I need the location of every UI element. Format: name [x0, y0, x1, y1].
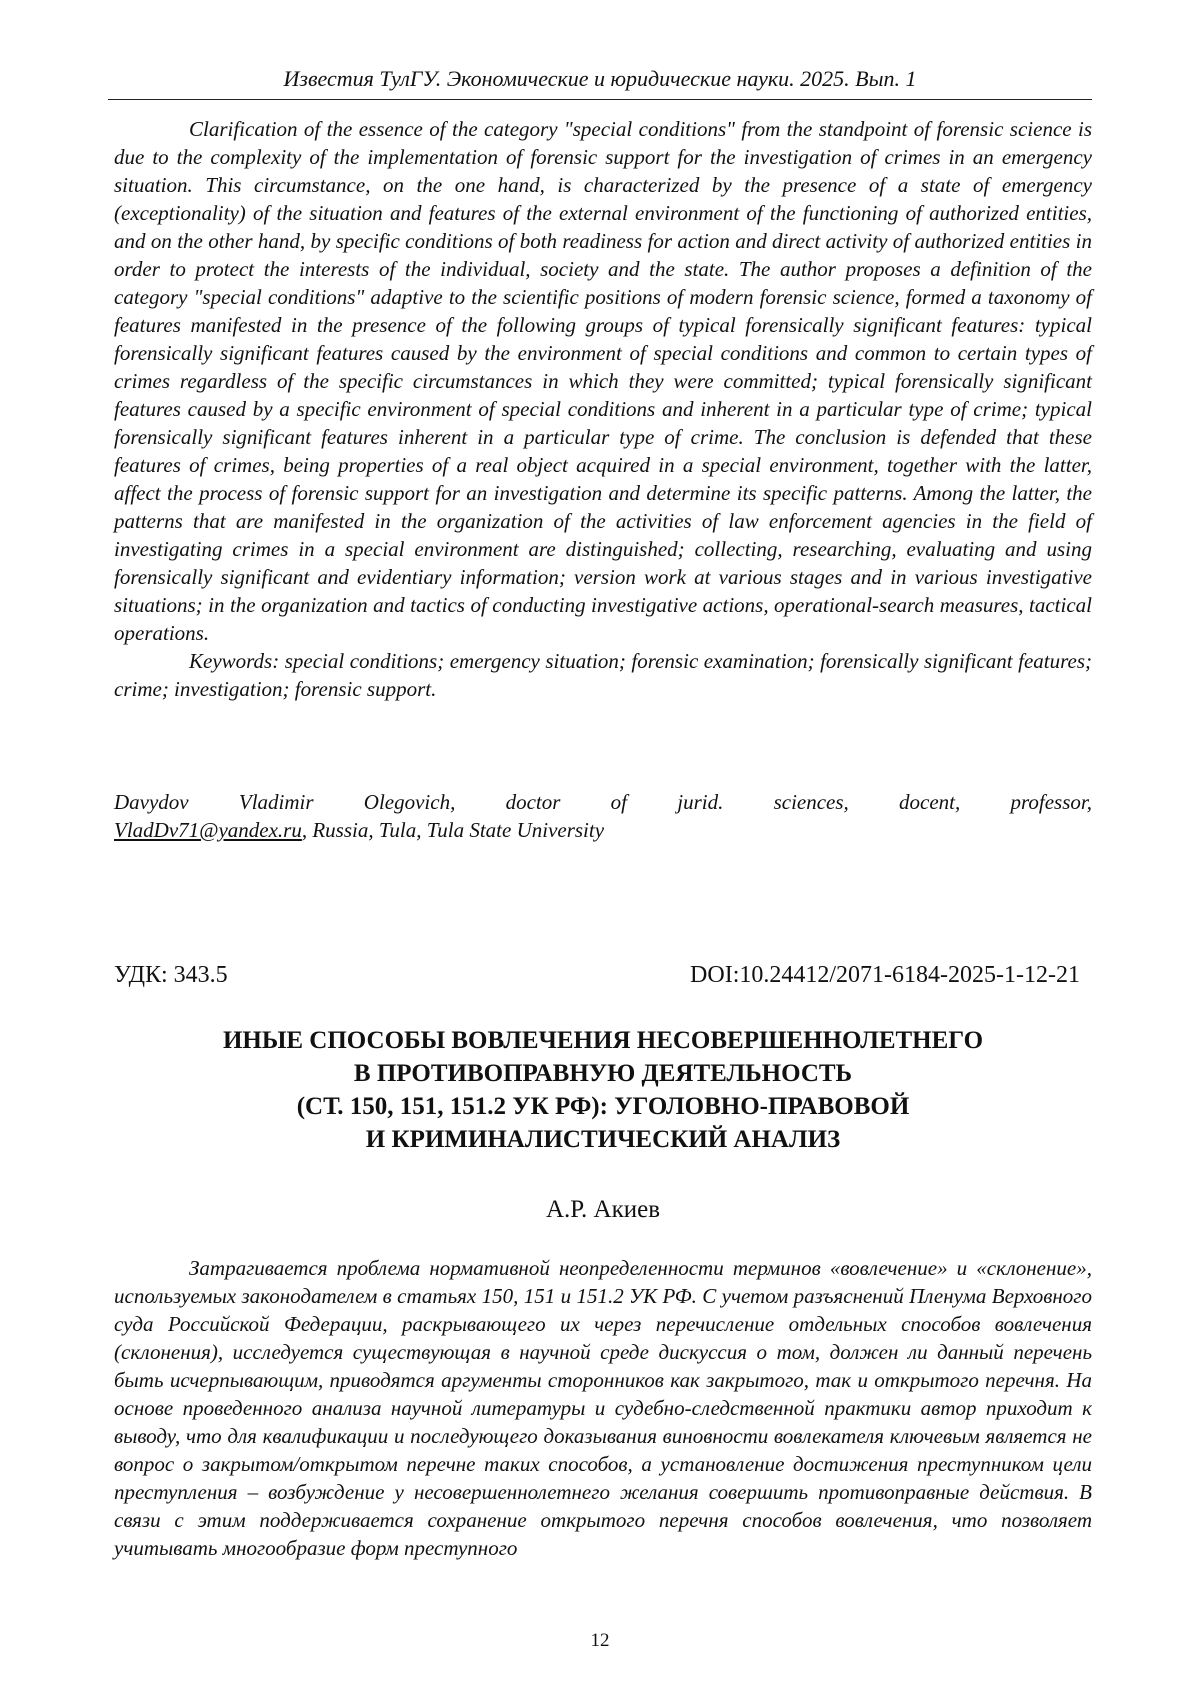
header-rule [108, 99, 1092, 100]
author-affiliation: , Russia, Tula, Tula State University [301, 818, 605, 842]
article-title-line: ИНЫЕ СПОСОБЫ ВОВЛЕЧЕНИЯ НЕСОВЕРШЕННОЛЕТНЕГО [222, 1027, 984, 1054]
author-email-link[interactable]: VladDv71@yandex.ru [114, 818, 302, 842]
abstract-russian: Затрагивается проблема нормативной неопределенности терминов «вовлечение» и «склонение», используемых законодателем в статьях 150, 151 и 151.2 УК РФ. С учетом разъяснений Пленума Верховного суда Российской Федерации, раскрывающего их через перечисление отдельных способов вовлечения (склонения), исследуется существующая в научной среде дискуссия о том, должен ли данный перечень быть исчерпывающим, приводятся аргументы сторонников как закрытого, так и открытого перечня. На основе проведенного анализа научной литературы и судебно-следственной практики автор приходит к выводу, что для квалификации и последующего доказывания виновности вовлекателя ключевым является не вопрос о закрытом/открытом перечне таких способов, а установление достижения преступником цели преступления – возбуждение у несовершеннолетнего желания совершить противоправные действия. В связи с этим поддерживается сохранение открытого перечня способов вовлечения, что позволяет учитывать многообразие форм преступного [114, 1256, 1092, 1560]
doi-code: DOI:10.24412/2071-6184-2025-1-12-21 [690, 962, 1080, 988]
article-title [114, 1024, 1092, 1156]
abstract-english [114, 115, 1092, 703]
udk-doi-row [114, 962, 1080, 989]
article-title-line: И КРИМИНАЛИСТИЧЕСКИЙ АНАЛИЗ [365, 1126, 841, 1153]
journal-header: Известия ТулГУ. Экономические и юридические науки. 2025. Вып. 1 [283, 66, 917, 91]
keywords-english: Keywords: special conditions; emergency situation; forensic examination; forensically significant features; crime; investigation; forensic support. [114, 649, 1092, 701]
author-info-english [114, 788, 1092, 844]
udk-code: УДК: 343.5 [114, 962, 228, 988]
abstract-english-text: Clarification of the essence of the category "special conditions" from the standpoint of forensic science is due to the complexity of the implementation of forensic support for the investigation of crimes in an emergency situation. This circumstance, on the one hand, is characterized by the presence of a state of emergency (exceptionality) of the situation and features of the external environment of the functioning of authorized entities, and on the other hand, by specific conditions of both readiness for action and direct activity of authorized entities in order to protect the interests of the individual, society and the state. The author proposes a definition of the category "special conditions" adaptive to the scientific positions of modern forensic science, formed a taxonomy of features manifested in the presence of the following groups of typical forensically significant features: typical forensically significant features caused by the environment of special conditions and common to certain types of crimes regardless of the specific circumstances in which they were committed; typical forensically significant features caused by a specific environment of special conditions and inherent in a particular type of crime; typical forensically significant features inherent in a particular type of crime. The conclusion is defended that these features of crimes, being properties of a real object acquired in a special environment, together with the latter, affect the process of forensic support for an investigation and determine its specific patterns. Among the latter, the patterns that are manifested in the organization of the activities of law enforcement agencies in the field of investigating crimes in a special environment are distinguished; collecting, researching, evaluating and using forensically significant and evidentiary information; version work at various stages and in various investigative situations; in the organization and tactics of conducting investigative actions, operational-search measures, tactical operations. [114, 117, 1092, 645]
article-author: А.Р. Акиев [545, 1196, 661, 1223]
page-number: 12 [590, 1630, 610, 1651]
author-info-line: Davydov Vladimir Olegovich, doctor of jurid. sciences, docent, professor, [114, 790, 1092, 814]
article-title-line: В ПРОТИВОПРАВНУЮ ДЕЯТЕЛЬНОСТЬ [353, 1060, 853, 1087]
article-title-line: (СТ. 150, 151, 151.2 УК РФ): УГОЛОВНО-ПРАВОВОЙ [296, 1093, 910, 1120]
